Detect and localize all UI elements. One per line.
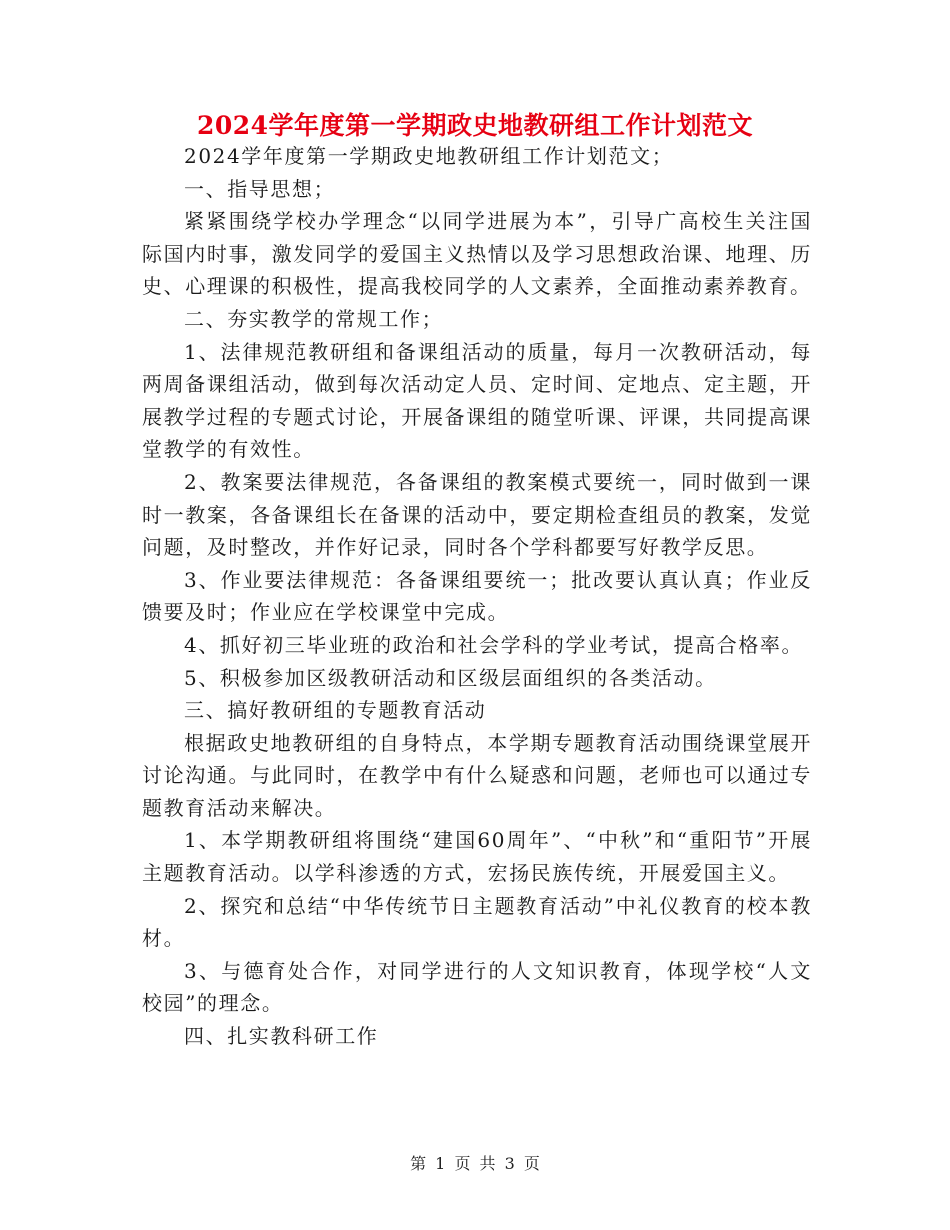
page-number-footer: 第 1 页 共 3 页	[410, 1154, 540, 1173]
paragraph-subtitle: 2024学年度第一学期政史地教研组工作计划范文；	[184, 144, 674, 168]
paragraph: 1、法律规范教研组和备课组活动的质量，每月一次教研活动，每两周备课组活动，做到每次活动定人员、定时间、定地点、定主题，开展教学过程的专题式讨论，开展备课组的随堂听课、评课，共同提高课堂教学的有效性。	[142, 339, 812, 462]
paragraph: 2、探究和总结“中华传统节日主题教育活动”中礼仪教育的校本教材。	[142, 893, 812, 951]
paragraph: 紧紧围绕学校办学理念“以同学进展为本”，引导广高校生关注国际国内时事，激发同学的爱国主义热情以及学习思想政治课、地理、历史、心理课的积极性，提高我校同学的人文素养，全面推动素养教育。	[142, 209, 812, 299]
section-heading-thematic-education: 三、搞好教研组的专题教育活动	[184, 698, 487, 723]
paragraph: 3、作业要法律规范：各备课组要统一；批改要认真认真；作业反馈要及时；作业应在学校课堂中完成。	[142, 567, 812, 625]
paragraph: 根据政史地教研组的自身特点，本学期专题教育活动围绕课堂展开讨论沟通。与此同时，在教学中有什么疑惑和问题，老师也可以通过专题教育活动来解决。	[142, 730, 812, 820]
paragraph: 4、抓好初三毕业班的政治和社会学科的学业考试，提高合格率。	[184, 632, 804, 657]
section-heading-research-work: 四、扎实教科研工作	[184, 1024, 379, 1049]
section-heading-guiding-thought: 一、指导思想；	[184, 176, 336, 201]
document-title: 2024学年度第一学期政史地教研组工作计划范文	[196, 111, 754, 140]
section-heading-routine-work: 二、夯实教学的常规工作；	[184, 306, 444, 331]
document-body	[142, 140, 812, 1053]
paragraph: 2、教案要法律规范，各备课组的教案模式要统一，同时做到一课时一教案，各备课组长在备课的活动中，要定期检查组员的教案，发觉问题，及时整改，并作好记录，同时各个学科都要写好教学反思。	[142, 469, 812, 560]
paragraph: 5、积极参加区级教研活动和区级层面组织的各类活动。	[184, 665, 717, 690]
paragraph: 1、本学期教研组将围绕“建国60周年”、“中秋”和“重阳节”开展主题教育活动。以学科渗透的方式，宏扬民族传统，开展爱国主义。	[142, 828, 812, 886]
paragraph: 3、与德育处合作，对同学进行的人文知识教育，体现学校“人文校园”的理念。	[142, 958, 812, 1016]
